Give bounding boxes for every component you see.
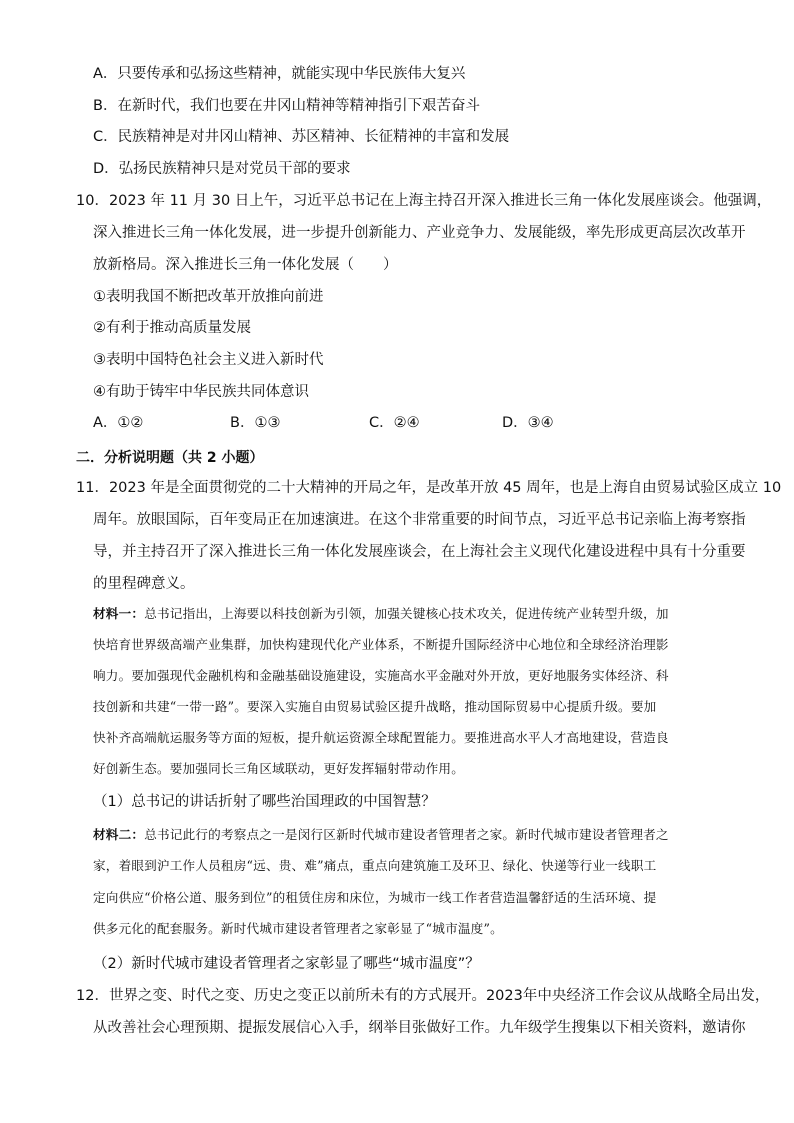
material1-line2: 快培育世界级高端产业集群，加快构建现代化产业体系，不断提升国际经济中心地位和全球经济治理影 [93, 637, 669, 652]
q12-stem-line1: 12．世界之变、时代之变、历史之变正以前所未有的方式展开。2023年中央经济工作会议从战略全局出发， [76, 988, 770, 1004]
q11-subquestion-1: （1）总书记的讲话折射了哪些治国理政的中国智慧？ [93, 794, 436, 810]
q10-item-1: ①表明我国不断把改革开放推向前进 [93, 289, 324, 305]
q11-stem-line3: 导，并主持召开了深入推进长三角一体化发展座谈会，在上海社会主义现代化建设进程中具有十分重要 [93, 544, 746, 560]
q10-choice-b: B．①③ [230, 415, 281, 431]
q10-stem-line1: 10．2023 年 11 月 30 日上午，习近平总书记在上海主持召开深入推进长三角一体化发展座谈会。他强调， [76, 193, 772, 209]
q10-stem-line2: 深入推进长三角一体化发展，进一步提升创新能力、产业竞争力、发展能级，率先形成更高层次改革开 [93, 225, 746, 241]
q10-choice-c: C．②④ [369, 415, 420, 431]
section-heading: 二．分析说明题（共 2 小题） [76, 450, 264, 466]
q10-item-4: ④有助于铸牢中华民族共同体意识 [93, 384, 309, 400]
q11-subquestion-2: （2）新时代城市建设者管理者之家彰显了哪些“城市温度”？ [93, 956, 480, 972]
material2-line3: 定向供应“价格公道、服务到位”的租赁住房和床位，为城市一线工作者营造温馨舒适的生活环境、提 [93, 890, 657, 905]
material1-label: 材料一： [93, 606, 145, 621]
q9-option-c: C．民族精神是对井冈山精神、苏区精神、长征精神的丰富和发展 [93, 129, 510, 145]
material1-line1: 材料一：总书记指出，上海要以科技创新为引领，加强关键核心技术攻关，促进传统产业转型升级，加 [93, 606, 669, 621]
q10-item-3: ③表明中国特色社会主义进入新时代 [93, 352, 324, 368]
material1-line4: 技创新和共建“一带一路”。要深入实施自由贸易试验区提升战略，推动国际贸易中心提质升级。要加 [93, 699, 657, 714]
material1-line5: 快补齐高端航运服务等方面的短板，提升航运资源全球配置能力。要推进高水平人才高地建设，营造良 [93, 730, 669, 745]
q10-stem-line3: 放新格局。深入推进长三角一体化发展（ ） [93, 257, 398, 273]
material1-line6: 好创新生态。要加强同长三角区域联动，更好发挥辐射带动作用。 [93, 761, 465, 776]
q12-stem-line2: 从改善社会心理预期、提振发展信心入手，纲举目张做好工作。九年级学生搜集以下相关资料，邀请你 [93, 1020, 746, 1036]
material2-line2: 家，着眼到沪工作人员租房“远、贵、难”痛点，重点向建筑施工及环卫、绿化、快递等行业一线职工 [93, 858, 657, 873]
material2-line4: 供多元化的配套服务。新时代城市建设者管理者之家彰显了“城市温度”。 [93, 921, 503, 936]
q10-item-2: ②有利于推动高质量发展 [93, 320, 251, 336]
q9-option-b: B．在新时代，我们也要在井冈山精神等精神指引下艰苦奋斗 [93, 98, 480, 114]
material2-line1: 材料二：总书记此行的考察点之一是闵行区新时代城市建设者管理者之家。新时代城市建设者管理者之 [93, 827, 669, 842]
material2-label: 材料二： [93, 827, 145, 842]
q9-option-d: D．弘扬民族精神只是对党员干部的要求 [93, 161, 351, 177]
q10-choices [93, 413, 554, 433]
material1-line3: 响力。要加强现代金融机构和金融基础设施建设，实施高水平金融对外开放，更好地服务实体经济、科 [93, 668, 669, 683]
q11-stem-line2: 周年。放眼国际，百年变局正在加速演进。在这个非常重要的时间节点，习近平总书记亲临上海考察指 [93, 512, 746, 528]
q11-stem-line1: 11．2023 年是全面贯彻党的二十大精神的开局之年，是改革开放 45 周年，也是上海自由贸易试验区成立 10 [76, 480, 782, 496]
q10-choice-d: D．③④ [502, 415, 554, 431]
q10-choice-a: A．①② [93, 415, 144, 431]
q9-option-a: A．只要传承和弘扬这些精神，就能实现中华民族伟大复兴 [93, 66, 466, 82]
q11-stem-line4: 的里程碑意义。 [93, 576, 195, 592]
